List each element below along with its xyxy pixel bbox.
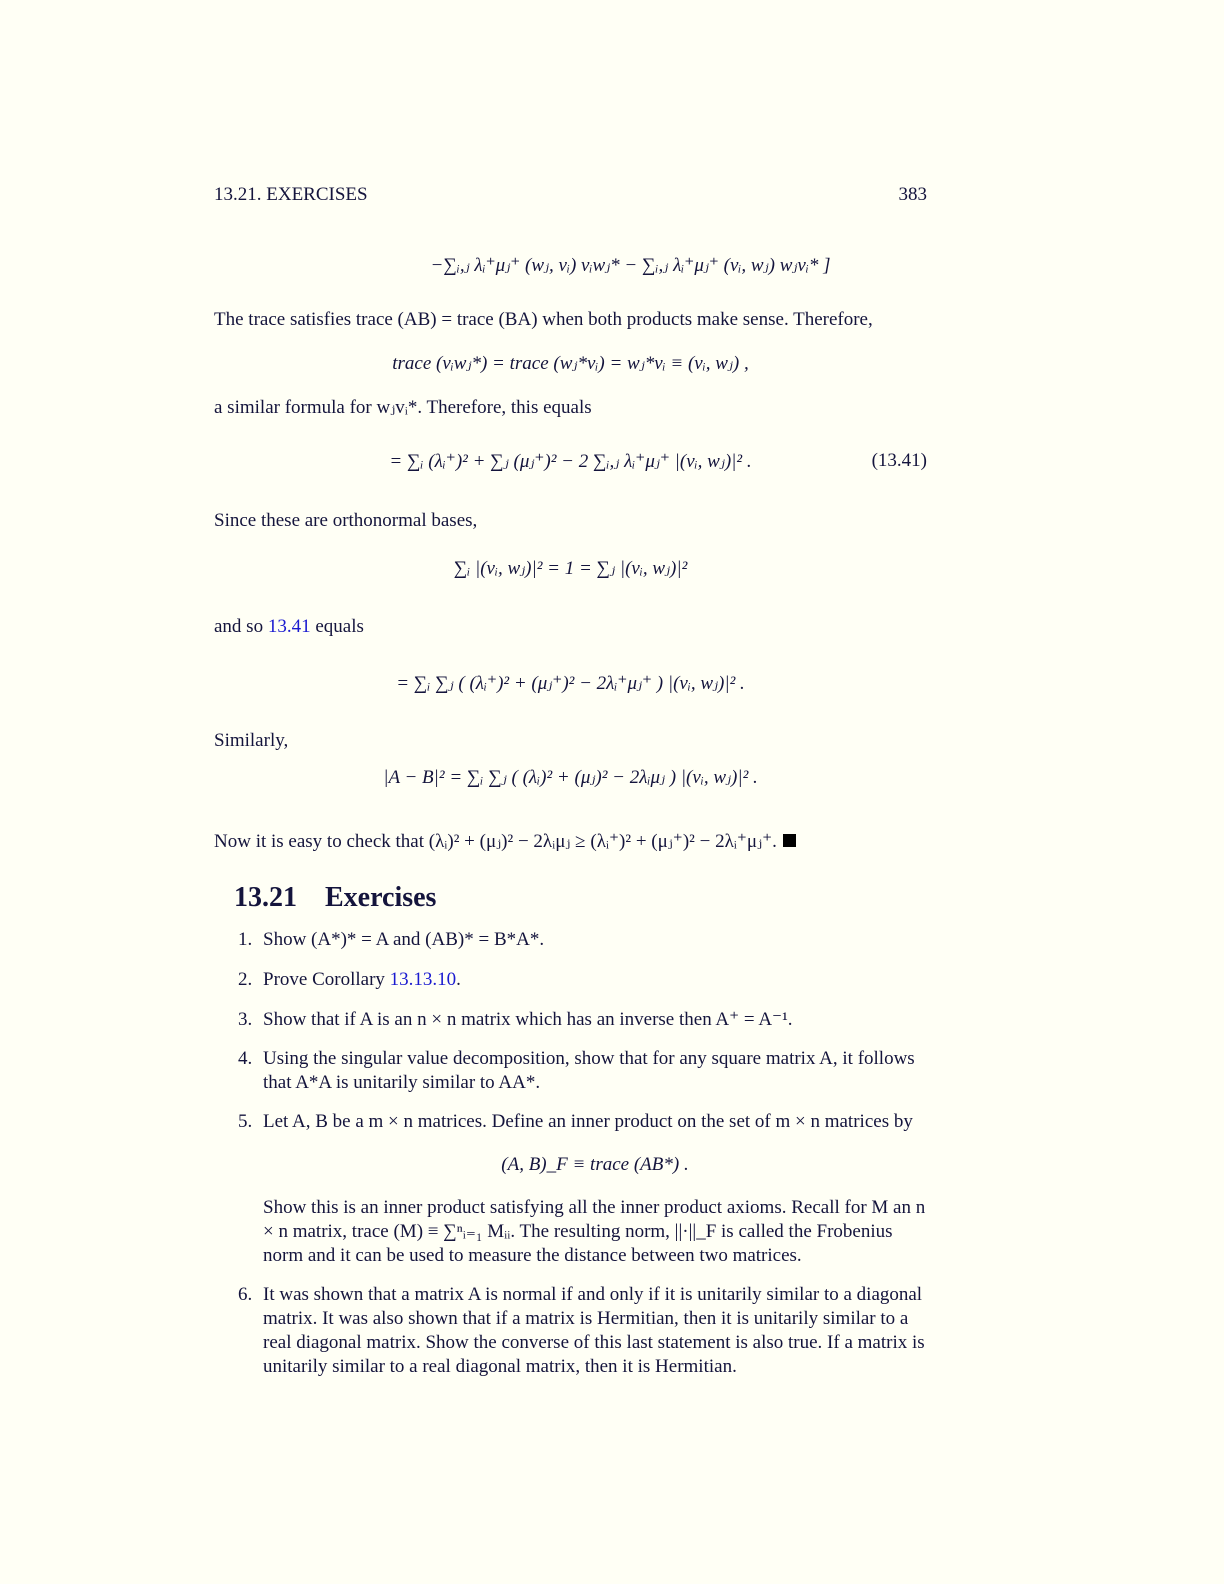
exercise-number: 4. <box>238 1048 253 1069</box>
exercise-number: 6. <box>238 1284 253 1305</box>
exercise-text: Show (A*)* = A and (AB)* = B*A*. <box>263 929 545 950</box>
paragraph <box>214 830 927 853</box>
qed-square-icon <box>783 834 796 847</box>
exercise-6 <box>238 1283 927 1379</box>
equation-number: (13.41) <box>871 450 927 471</box>
text: Now it is easy to check that (λᵢ)² + (μⱼ)² − 2λᵢμⱼ ≥ (λᵢ⁺)² + (μⱼ⁺)² − 2λᵢ⁺μⱼ⁺. <box>214 831 777 852</box>
equation-orthonormal: ∑ᵢ |(vᵢ, wⱼ)|² = 1 = ∑ⱼ |(vᵢ, wⱼ)|² <box>453 558 688 579</box>
paragraph <box>214 616 927 638</box>
exercise-text: Using the singular value decomposition, show that for any square matrix A, it follows that A*A is unitarily similar to AA*. <box>263 1048 915 1093</box>
paragraph: Since these are orthonormal bases, <box>214 510 478 531</box>
page-number: 383 <box>898 184 927 205</box>
exercise-text: It was shown that a matrix A is normal if and only if it is unitarily similar to a diagonal matrix. It was also shown that if a matrix is Hermitian, then it is unitarily similar to a real diagonal matrix. Show the converse of this last statement is also true. If a matrix is unitarily similar to a real diagonal matrix, then it is Hermitian. <box>263 1284 925 1377</box>
exercise-1 <box>238 928 927 952</box>
exercise-text: Show that if A is an n × n matrix which has an inverse then A⁺ = A⁻¹. <box>263 1009 793 1030</box>
exercise-number: 5. <box>238 1111 253 1132</box>
exercise-2 <box>238 968 927 992</box>
text: . <box>456 969 461 990</box>
exercise-4 <box>238 1047 927 1095</box>
equation-body: = ∑ᵢ (λᵢ⁺)² + ∑ⱼ (μⱼ⁺)² − 2 ∑ᵢ,ⱼ λᵢ⁺μⱼ⁺ |(vᵢ, wⱼ)|² . <box>389 451 752 472</box>
header-section: 13.21. EXERCISES <box>214 184 368 205</box>
text: and so <box>214 616 268 637</box>
equation-double-sum: = ∑ᵢ ∑ⱼ ( (λᵢ⁺)² + (μⱼ⁺)² − 2λᵢ⁺μⱼ⁺ ) |(vᵢ, wⱼ)|² . <box>396 673 745 694</box>
exercise-number: 3. <box>238 1009 253 1030</box>
exercise-text: Let A, B be a m × n matrices. Define an inner product on the set of m × n matrices by <box>263 1111 913 1132</box>
equation-trace: trace (vᵢwⱼ*) = trace (wⱼ*vᵢ) = wⱼ*vᵢ ≡ (vᵢ, wⱼ) , <box>392 353 749 374</box>
equation-top: −∑ᵢ,ⱼ λᵢ⁺μⱼ⁺ (wⱼ, vᵢ) vᵢwⱼ* − ∑ᵢ,ⱼ λᵢ⁺μⱼ⁺ (vᵢ, wⱼ) wⱼvᵢ* ] <box>430 255 831 276</box>
exercise-text: Show this is an inner product satisfying all the inner product axioms. Recall for M an n × n matrix, trace (M) ≡ ∑ⁿᵢ₌₁ Mᵢᵢ. The resulting norm, ||·||_F is called the Frobenius norm and it can be used to measure the distance between two matrices. <box>263 1197 926 1266</box>
section-number: 13.21 <box>234 882 297 913</box>
exercise-text: Prove Corollary <box>263 969 390 990</box>
paragraph: a similar formula for wⱼvᵢ*. Therefore, this equals <box>214 397 592 418</box>
running-header <box>214 184 927 206</box>
exercise-3 <box>238 1008 927 1032</box>
equation-link[interactable]: 13.41 <box>267 616 311 637</box>
paragraph: Similarly, <box>214 730 289 751</box>
section-title: Exercises <box>325 882 437 913</box>
exercise-5 <box>238 1110 927 1268</box>
section-heading <box>234 882 436 914</box>
equation-13-41 <box>214 450 927 473</box>
text: equals <box>310 616 364 637</box>
paragraph: The trace satisfies trace (AB) = trace (BA) when both products make sense. Therefore, <box>214 309 873 330</box>
frobenius-equation: (A, B)_F ≡ trace (AB*) . <box>501 1154 689 1175</box>
equation-a-minus-b: |A − B|² = ∑ᵢ ∑ⱼ ( (λᵢ)² + (μⱼ)² − 2λᵢμⱼ ) |(vᵢ, wⱼ)|² . <box>383 767 758 788</box>
corollary-link[interactable]: 13.13.10 <box>389 969 457 990</box>
exercise-number: 2. <box>238 969 253 990</box>
exercise-number: 1. <box>238 929 253 950</box>
